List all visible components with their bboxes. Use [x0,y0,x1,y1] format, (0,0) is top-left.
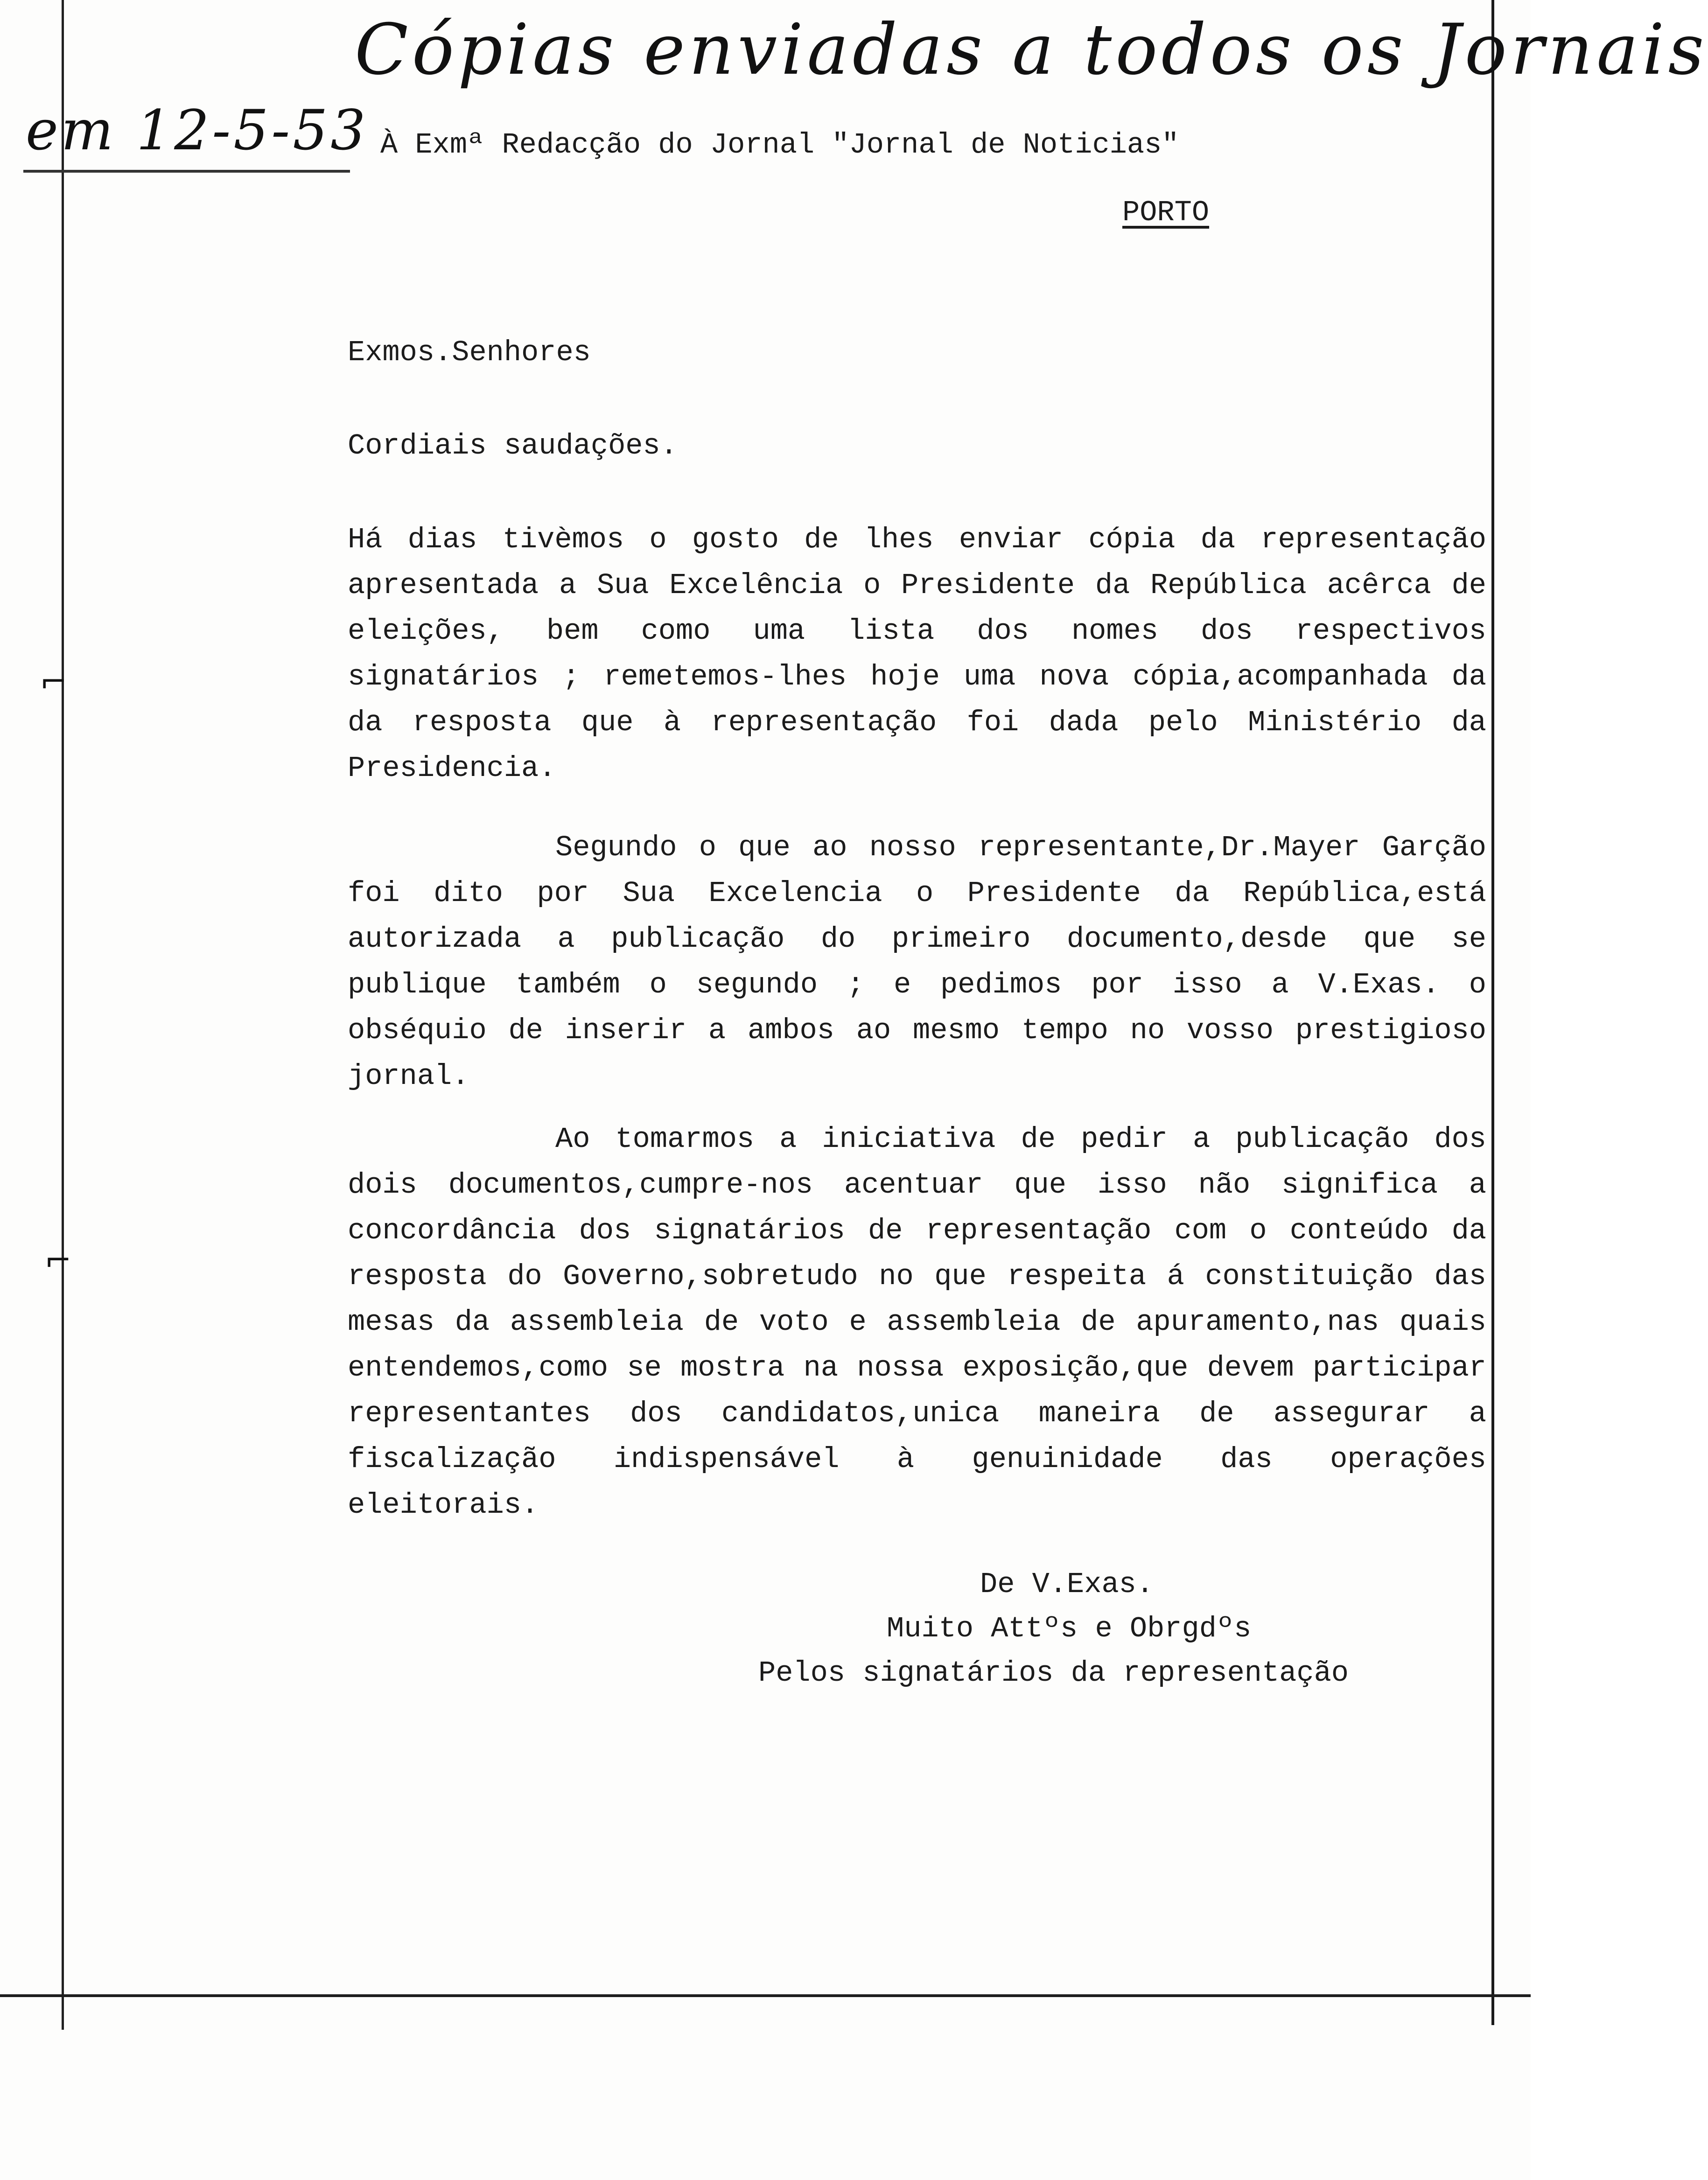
scan-margin-line-left [62,0,64,2030]
body-paragraph-2: Segundo o que ao nosso representante,Dr.Mayer Garção foi dito por Sua Excelencia o Presidente da República,está autorizada a publicação do primeiro documento,desde que se publique também o segundo ; e pedimos por isso a V.Exas. o obséquio de inserir a ambos ao mesmo tempo no vosso prestigioso jornal. [348,831,1486,1093]
scan-margin-line-right [1491,0,1494,2025]
margin-tick-mark: ⌐ [44,1241,72,1279]
closing-line-1: De V.Exas. [980,1568,1154,1601]
addressee-line: À Exmª Redacção do Jornal "Jornal de Noticias" [380,128,1179,161]
margin-tick-mark: ⌐ [40,663,67,701]
closing-line-2: Muito Attºs e Obrgdºs [887,1612,1252,1645]
salutation: Exmos.Senhores [348,336,591,369]
handwritten-note-copies: Cópias enviadas a todos os Jornais [355,9,1708,91]
body-paragraph-1: Há dias tivèmos o gosto de lhes enviar cópia da representação apresentada a Sua Excelência o Presidente da República acêrca de eleições, bem como uma lista dos nomes dos respectivos signatários ; remetemos-lhes hoje uma nova cópia,acompanhada da da resposta que à representação foi dada pelo Ministério da Presidencia. [348,523,1486,785]
body-paragraph-3: Ao tomarmos a iniciativa de pedir a publicação dos dois documentos,cumpre-nos acentuar que isso não significa a concordância dos signatários de representação com o conteúdo da resposta do Governo,sobretudo no que respeita á constituição das mesas da assembleia de voto e assembleia de apuramento,nas quais entendemos,como se mostra na nossa exposição,que devem participar representantes dos candidatos,unica maneira de assegurar a fiscalização indispensável à genuinidade das operações eleitorais. [348,1123,1486,1522]
date-annotation-underline [23,170,350,173]
greeting: Cordiais saudações. [348,429,678,462]
handwritten-date: em 12-5-53 [26,98,369,162]
scan-edge-line-bottom [0,1994,1531,1997]
city-line: PORTO [1122,196,1210,229]
closing-line-3: Pelos signatários da representação [758,1656,1349,1690]
